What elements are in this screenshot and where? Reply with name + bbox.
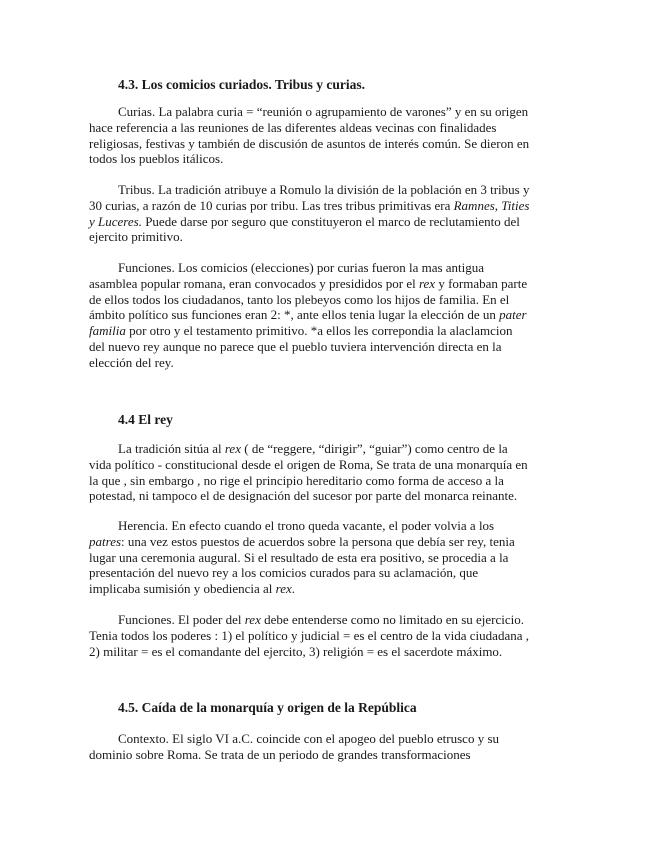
- herencia-paragraph: [89, 518, 545, 597]
- text-line: La tradición sitúa al rex ( de “reggere, “dirigir”, “guiar”) como centro de la: [118, 441, 508, 456]
- text-line: Tenia todos los poderes : 1) el político y judicial = es el centro de la vida ciudadana ,: [89, 627, 529, 643]
- section-4-3-heading: 4.3. Los comicios curiados. Tribus y curias.: [118, 77, 366, 92]
- text-line: Herencia. En efecto cuando el trono queda vacante, el poder volvia a los: [118, 518, 495, 533]
- text-line: ejercito primitivo.: [89, 229, 183, 245]
- text-line: hace referencia a las reuniones de las diferentes aldeas vecinas con finalidades: [89, 119, 497, 135]
- text-line: dominio sobre Roma. Se trata de un periodo de grandes transformaciones: [89, 746, 471, 762]
- tribus-paragraph: [89, 182, 545, 245]
- text-line: Funciones. El poder del rex debe entenderse como no limitado en su ejercicio.: [118, 612, 525, 627]
- text-line: lugar una ceremonia augural. Si el resultado de esta era positivo, se procedia a la: [89, 549, 509, 565]
- text-line: 2) militar = es el comandante del ejercito, 3) religión = es el sacerdote máximo.: [89, 643, 503, 659]
- section-4-5-heading: 4.5. Caída de la monarquía y origen de la República: [118, 700, 417, 715]
- text-line: la que , sin embargo , no rige el principio hereditario como forma de acceso a la: [89, 472, 504, 488]
- text-line: potestad, ni tampoco el de designación del sucesor por parte del monarca reinante.: [89, 488, 518, 504]
- text-line: asamblea popular romana, eran convocados y presididos por el rex y formaban parte: [89, 275, 528, 291]
- text-line: todos los pueblos itálicos.: [89, 151, 224, 167]
- text-line: elección del rey.: [89, 354, 174, 370]
- text-line: del nuevo rey aunque no parece que el pueblo tuviera intervención directa en la: [89, 338, 502, 354]
- text-line: Curias. La palabra curia = “reunión o agrupamiento de varones” y en su origen: [118, 104, 529, 119]
- curias-paragraph: [89, 104, 545, 167]
- text-line: religiosas, festivas y también de discusión de asuntos de interés común. Se dieron en: [89, 135, 530, 151]
- text-line: familia por otro y el testamento primitivo. *a ellos les correpondia la alaclamcion: [89, 323, 513, 339]
- funciones-comicios-paragraph: [89, 260, 545, 371]
- text-line: vida político - constitucional desde el origen de Roma, Se trata de una monarquía en: [89, 456, 528, 472]
- section-4-4-heading: 4.4 El rey: [118, 412, 173, 427]
- text-line: y Luceres. Puede darse por seguro que constituyeron el marco de reclutamiento del: [89, 213, 520, 229]
- text-line: Contexto. El siglo VI a.C. coincide con el apogeo del pueblo etrusco y su: [118, 731, 500, 746]
- text-line: ámbito político sus funciones eran 2: *, ante ellos tenia lugar la elección de un pater: [89, 307, 527, 323]
- text-line: presentación del nuevo rey a los comicios curados para su aclamación, que: [89, 565, 479, 581]
- text-line: 30 curias, a razón de 10 curias por tribu. Las tres tribus primitivas era Ramnes, Tities: [89, 197, 530, 213]
- funciones-rex-paragraph: [89, 612, 545, 659]
- contexto-paragraph: [89, 731, 545, 763]
- text-line: Funciones. Los comicios (elecciones) por curias fueron la mas antigua: [118, 260, 485, 275]
- text-line: patres: una vez estos puestos de acuerdos sobre la persona que debía ser rey, tenia: [89, 533, 515, 549]
- rex-paragraph: [89, 441, 545, 504]
- text-line: de ellos todos los ciudadanos, tanto los plebeyos como los hijos de familia. En el: [89, 291, 510, 307]
- text-line: implicaba sumisión y obediencia al rex.: [89, 581, 296, 597]
- text-line: Tribus. La tradición atribuye a Romulo la división de la población en 3 tribus y: [118, 182, 530, 197]
